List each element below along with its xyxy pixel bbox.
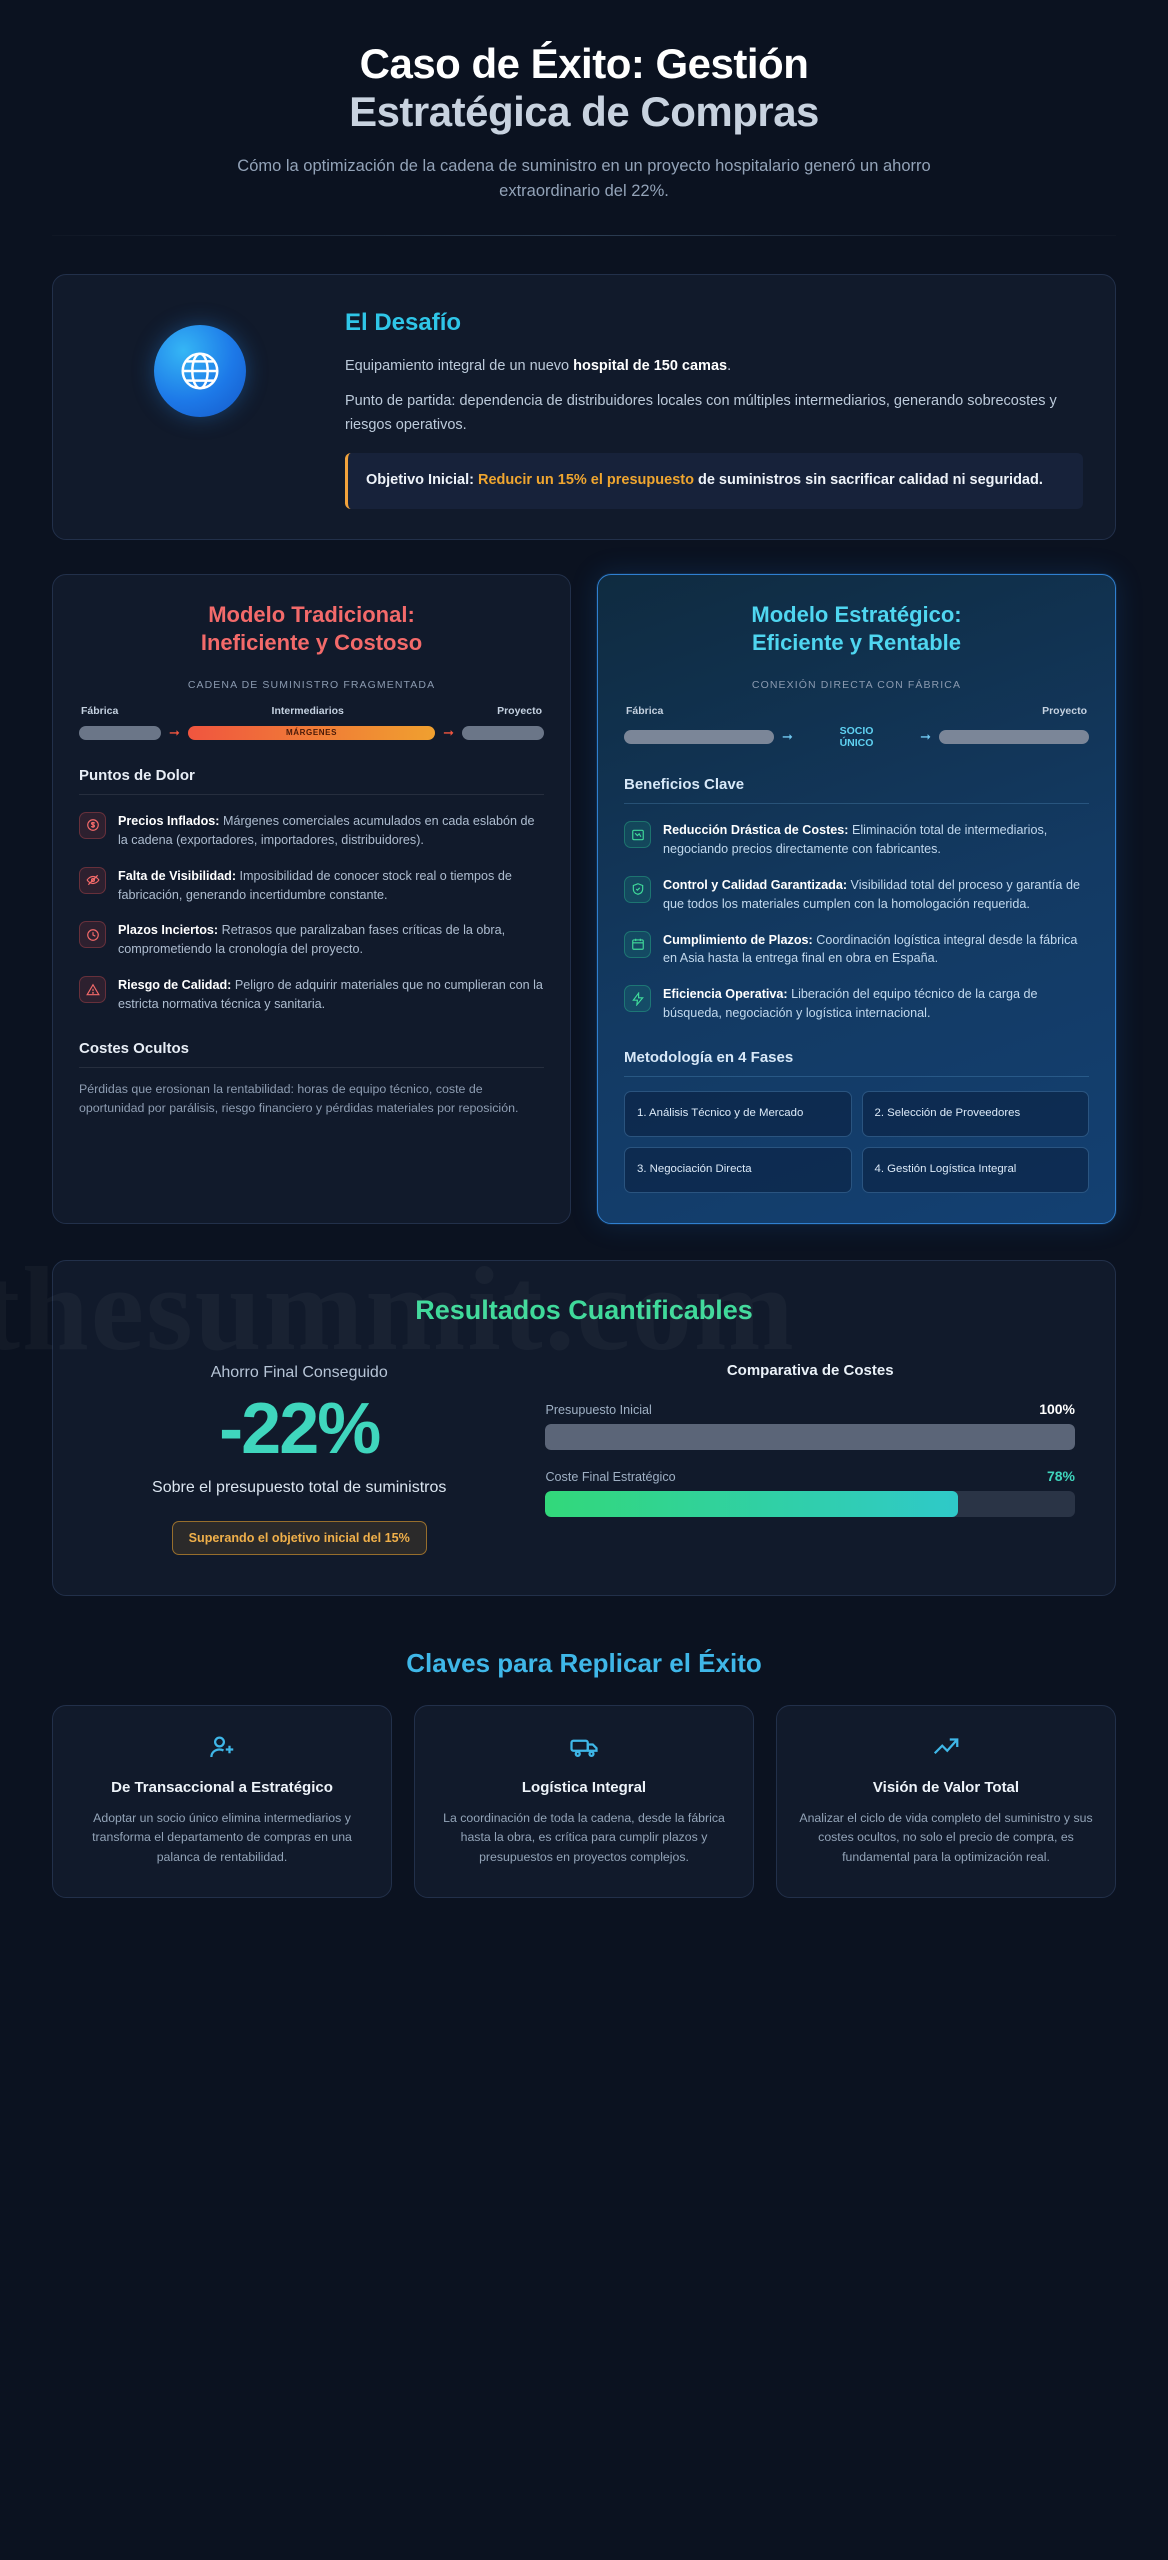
comparison-row (545, 1401, 1075, 1450)
comparison-row-label: Presupuesto Inicial (545, 1403, 652, 1418)
challenge-body (345, 303, 1083, 509)
hidden-costs-title: Costes Ocultos (79, 1040, 544, 1068)
benefit-body: Eliminación total de intermediarios, negociando precios directamente con fabricantes. (663, 823, 1048, 856)
chart-down-icon (624, 821, 651, 848)
flow-bar-project (939, 730, 1089, 744)
benefit-body: Visibilidad total del proceso y garantía de que todos los materiales cumplen con la homologación requerida. (663, 877, 1080, 911)
comparison-row-label: Coste Final Estratégico (545, 1470, 676, 1485)
pain-point-body: Peligro de adquirir materiales que no cumplieran con la estricta normativa técnica y sanitaria. (118, 978, 543, 1012)
single-partner-line1: SOCIO (839, 724, 874, 737)
challenge-paragraph-1 (345, 355, 1083, 378)
results-body (93, 1356, 1075, 1555)
bolt-icon (624, 985, 651, 1012)
globe-icon (154, 325, 246, 417)
results-card (52, 1260, 1116, 1596)
pain-point-title: Plazos Inciertos: (118, 923, 219, 938)
traditional-title-line1: Modelo Tradicional: (208, 601, 415, 627)
models-comparison (52, 574, 1116, 1225)
challenge-paragraph-2: Punto de partida: dependencia de distribuidores locales con múltiples intermediarios, generando sobrecostes y riesgos operativos. (345, 393, 1057, 433)
comparison-fill (545, 1491, 958, 1517)
benefit-body: Liberación del equipo técnico de la carga de búsqueda, negociación y logística internacional. (663, 987, 1038, 1021)
pain-point-title: Falta de Visibilidad: (118, 868, 237, 883)
dollar-icon (79, 812, 106, 839)
objective-highlight: Reducir un 15% el presupuesto (478, 472, 694, 489)
strategic-title-line2: Eficiente y Rentable (751, 629, 962, 655)
pain-point-body: Márgenes comerciales acumulados en cada eslabón de la cadena (exportadores, importadores, distribuidores). (118, 813, 535, 847)
page-header (52, 26, 1116, 236)
eye-off-icon (79, 867, 106, 894)
results-title: Resultados Cuantificables (415, 1295, 753, 1326)
challenge-p1-pre: Equipamiento integral de un nuevo (345, 357, 574, 374)
benefit-title: Reducción Drástica de Costes: (663, 823, 849, 838)
comparison-row (545, 1468, 1075, 1517)
flow-node-label-middlemen: Intermediarios (271, 704, 344, 717)
strategic-title-line1: Modelo Estratégico: (751, 601, 962, 627)
flow-node-label-project: Proyecto (497, 704, 542, 717)
objective-rest: de suministros sin sacrificar calidad ni seguridad. (697, 472, 1043, 489)
flow-bar-margins-label: MÁRGENES (285, 728, 338, 738)
objective-callout (345, 453, 1083, 508)
hidden-costs-text: Pérdidas que erosionan la rentabilidad: horas de equipo técnico, coste de oportunidad por parálisis, riesgo financiero y pérdidas materiales por reposición. (79, 1081, 519, 1116)
key-card (52, 1705, 392, 1898)
pain-point-body: Retrasos que paralizaban fases críticas de la obra, comprometiendo la cronología del proyecto. (118, 923, 506, 957)
status-badge: Superando el objetivo inicial del 15% (172, 1521, 427, 1555)
saving-value: -22% (219, 1389, 380, 1470)
arrow-right-icon-2: ➞ (920, 729, 931, 745)
flow-node-label-factory: Fábrica (81, 704, 119, 717)
challenge-icon-wrap (85, 303, 315, 417)
key-title: De Transaccional a Estratégico (111, 1778, 333, 1796)
single-partner-node (801, 725, 912, 750)
flow-bar-factory (624, 730, 774, 744)
benefit-title: Cumplimiento de Plazos: (663, 932, 813, 947)
key-card (776, 1705, 1116, 1898)
keys-section-title: Claves para Replicar el Éxito (406, 1647, 762, 1678)
methodology-phases (624, 1091, 1089, 1193)
benefit-text (663, 985, 1089, 1023)
comparison-track (545, 1424, 1075, 1450)
hidden-costs-section (79, 1040, 544, 1118)
pain-point-item (79, 976, 544, 1014)
phase-item: 1. Análisis Técnico y de Mercado (624, 1091, 852, 1137)
strategic-flow-caption: CONEXIÓN DIRECTA CON FÁBRICA (751, 678, 962, 691)
flow-bar-factory (79, 726, 161, 740)
pain-point-text (118, 921, 544, 959)
methodology-title: Metodología en 4 Fases (624, 1049, 1089, 1077)
traditional-title-line2: Ineficiente y Costoso (200, 629, 423, 655)
arrow-right-icon: ➞ (169, 724, 180, 740)
key-text: La coordinación de toda la cadena, desde la fábrica hasta la obra, es crítica para cumplir plazos y presupuestos en proyectos complejos. (443, 1811, 725, 1864)
user-plus-icon (75, 1732, 369, 1766)
calendar-icon (624, 931, 651, 958)
arrow-right-icon-2: ➞ (443, 724, 454, 740)
warning-icon (79, 976, 106, 1003)
pain-point-item (79, 812, 544, 850)
strategic-flow-diagram (624, 725, 1089, 750)
pain-point-title: Riesgo de Calidad: (118, 978, 232, 993)
phase-item: 4. Gestión Logística Integral (862, 1147, 1090, 1193)
pain-points-title: Puntos de Dolor (79, 767, 544, 795)
challenge-p1-post: . (727, 357, 732, 374)
benefit-text (663, 876, 1089, 914)
comparison-row-value: 78% (1046, 1468, 1075, 1485)
pain-point-title: Precios Inflados: (118, 813, 220, 828)
traditional-model-card (52, 574, 571, 1225)
objective-label: Objetivo Inicial: (366, 472, 474, 489)
key-card (414, 1705, 754, 1898)
benefit-title: Eficiencia Operativa: (663, 987, 788, 1002)
comparison-row-head (545, 1401, 1075, 1417)
arrow-right-icon: ➞ (782, 729, 793, 745)
single-partner-line2: ÚNICO (839, 737, 874, 750)
truck-icon (437, 1732, 731, 1766)
pain-point-text (118, 867, 544, 905)
pain-point-text (118, 976, 544, 1014)
pain-point-text (118, 812, 544, 850)
benefits-title: Beneficios Clave (624, 776, 1089, 804)
traditional-flow-labels (79, 705, 544, 717)
benefit-item (624, 985, 1089, 1023)
shield-check-icon (624, 876, 651, 903)
flow-bar-project (462, 726, 544, 740)
strategic-flow-labels (624, 705, 1089, 717)
key-title: Visión de Valor Total (872, 1778, 1020, 1796)
challenge-p1-bold: hospital de 150 camas (573, 357, 728, 374)
page-title-line2: Estratégica de Compras (349, 87, 819, 135)
flow-node-label-project: Proyecto (1042, 704, 1087, 717)
flow-bar-margins (188, 726, 435, 740)
pain-point-body: Imposibilidad de conocer stock real o tiempos de fabricación, generando incertidumbre constante. (118, 868, 512, 902)
strategic-model-card (597, 574, 1116, 1225)
benefit-title: Control y Calidad Garantizada: (663, 877, 848, 892)
saving-description: Sobre el presupuesto total de suministros (152, 1478, 447, 1496)
saving-block (93, 1356, 505, 1555)
benefit-body: Coordinación logística integral desde la fábrica en Asia hasta la entrega final en obra en España. (663, 932, 1078, 966)
header-divider (52, 235, 1116, 236)
traditional-title (79, 601, 544, 657)
page-subtitle: Cómo la optimización de la cadena de suministro en un proyecto hospitalario generó un ahorro extraordinario del 22%. (237, 156, 931, 201)
comparison-title: Comparativa de Costes (726, 1362, 894, 1380)
keys-grid (52, 1705, 1116, 1898)
benefit-item (624, 876, 1089, 914)
clock-icon (79, 921, 106, 948)
traditional-flow-diagram (79, 725, 544, 741)
trend-up-icon (799, 1732, 1093, 1766)
strategic-title (624, 601, 1089, 657)
comparison-row-head (545, 1468, 1075, 1484)
comparison-track (545, 1491, 1075, 1517)
key-text: Adoptar un socio único elimina intermediarios y transforma el departamento de compras en una palanca de rentabilidad. (92, 1811, 352, 1864)
comparison-fill (545, 1424, 1075, 1450)
page-title (52, 40, 1116, 136)
saving-caption: Ahorro Final Conseguido (210, 1364, 388, 1382)
traditional-flow-caption: CADENA DE SUMINISTRO FRAGMENTADA (187, 678, 436, 691)
page-title-line1: Caso de Éxito: Gestión (359, 40, 809, 87)
key-title: Logística Integral (521, 1778, 647, 1796)
flow-node-label-factory: Fábrica (626, 704, 664, 717)
pain-point-item (79, 867, 544, 905)
challenge-title: El Desafío (345, 308, 462, 336)
key-text: Analizar el ciclo de vida completo del suministro y sus costes ocultos, no solo el precio de compra, es fundamental para la optimización real. (799, 1811, 1093, 1864)
cost-comparison-chart (545, 1356, 1075, 1535)
challenge-card (52, 274, 1116, 540)
benefit-item (624, 931, 1089, 969)
benefit-text (663, 821, 1089, 859)
benefit-text (663, 931, 1089, 969)
benefit-item (624, 821, 1089, 859)
phase-item: 2. Selección de Proveedores (862, 1091, 1090, 1137)
comparison-row-value: 100% (1039, 1401, 1075, 1418)
pain-point-item (79, 921, 544, 959)
phase-item: 3. Negociación Directa (624, 1147, 852, 1193)
